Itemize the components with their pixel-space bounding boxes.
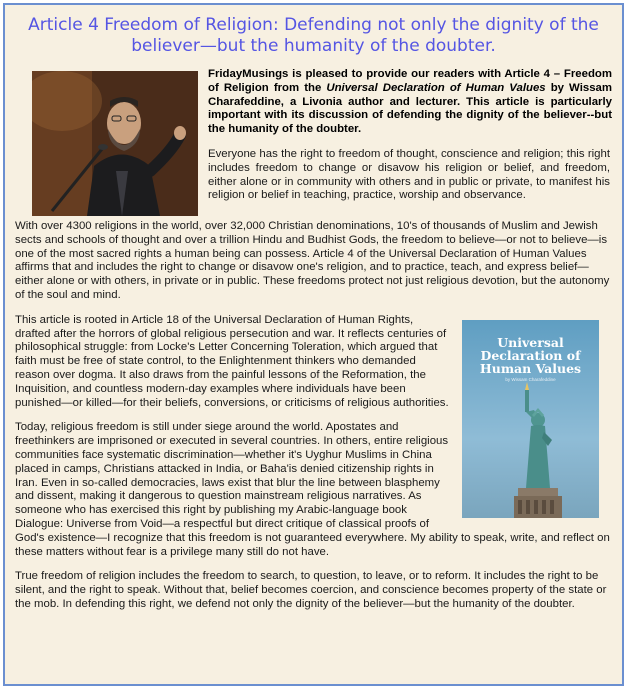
- body-paragraph-1: With over 4300 religions in the world, over 32,000 Christian denominations, 10's of thousands of Muslim and Jewish sects and schools of thought and over a trillion Hindu and Budhist Gods, the freedom to believe—or not to believe—is one of the most sacred rights a human being can possess. Article 4 of the Universal Declaration of Human Values affirms that and includes the right to change or disavow one's religion, and to practice, teach, and express belief—either alone or with others, in private or in public. These freedoms protect not just religious devotion, but the autonomy of the soul and mind.: [15, 220, 610, 301]
- intro-text-2: by Wissam Charafeddine, a Livonia author and lecturer. This article is particularly important with its discussion of defending the dignity of the believer--but the humanity of the doubter.: [208, 81, 613, 136]
- body-paragraph-2: This article is rooted in Article 18 of the Universal Declaration of Human Rights, drafted after the horrors of global religious persecution and war. It reflects centuries of philosophical struggle: from Locke's Letter Concerning Toleration, which argued that faith must be free of state control, to the Enlightenment thinkers who demanded reason over dogma. It also draws from the painful lessons of the Reformation, the Inquisition, and countless modern-day examples where individuals have been punished—or killed—for their beliefs, conversions, or criticisms of religious authorities.: [15, 313, 449, 409]
- author-photo: [32, 71, 198, 216]
- book-title-line-1: Universal: [497, 334, 564, 350]
- article-title: Article 4 Freedom of Religion: Defending not only the dignity of the believer—but the humanity of the doubter.: [28, 15, 599, 56]
- body-paragraph-3: Today, religious freedom is still under siege around the world. Apostates and freethinkers are imprisoned or executed in several countries. In others, entire religious communities face systematic discrimination—whether it's Uyghur Muslims in China placed in camps, Christians attacked in India, or Baha'is denied citizenship rights in Iran. Even in so-called democracies, laws exist that blur the line between blasphemy and dissent, making it dangerous to question mainstream religious narratives. As someone who has exercised this right by publishing my Arabic-language book Dialogue: Universe from Void—a respectful but direct critique of classical proofs of God's existence—I recognize that this freedom is not guaranteed everywhere. My ability to speak, write, and reflect on these matters without fear is a privilege many still do not have.: [15, 421, 610, 558]
- book-title-line-2: Declaration of: [480, 347, 581, 363]
- intro-book-title: Universal Declaration of Human Values: [326, 81, 546, 94]
- book-cover-author: by Wissam Charafeddine: [505, 376, 556, 382]
- book-title-line-3: Human Values: [479, 360, 582, 376]
- article-quote: Everyone has the right to freedom of thought, conscience and religion; this right includes freedom to change or disavow his religion or belief, and freedom, either alone or in community with others and in public or private, to manifest his religion or belief in teaching, practice, worship and observance.: [208, 147, 610, 202]
- intro-text-1: FridayMusings is pleased to provide our readers with Article 4 – Freedom of Religion from the: [208, 68, 612, 94]
- body-paragraph-4: True freedom of religion includes the freedom to search, to question, to leave, or to reform. It includes the right to be silent, and the right to speak. Without that, belief becomes coercion, and conscience becomes property of the state or the mob. In defending this right, we defend not only the dignity of the believer—but the humanity of the doubter.: [15, 570, 607, 610]
- book-cover: [462, 320, 599, 518]
- book-cover-title: [462, 336, 599, 375]
- author-photo-illustration: [32, 71, 198, 216]
- article-frame: [3, 3, 624, 686]
